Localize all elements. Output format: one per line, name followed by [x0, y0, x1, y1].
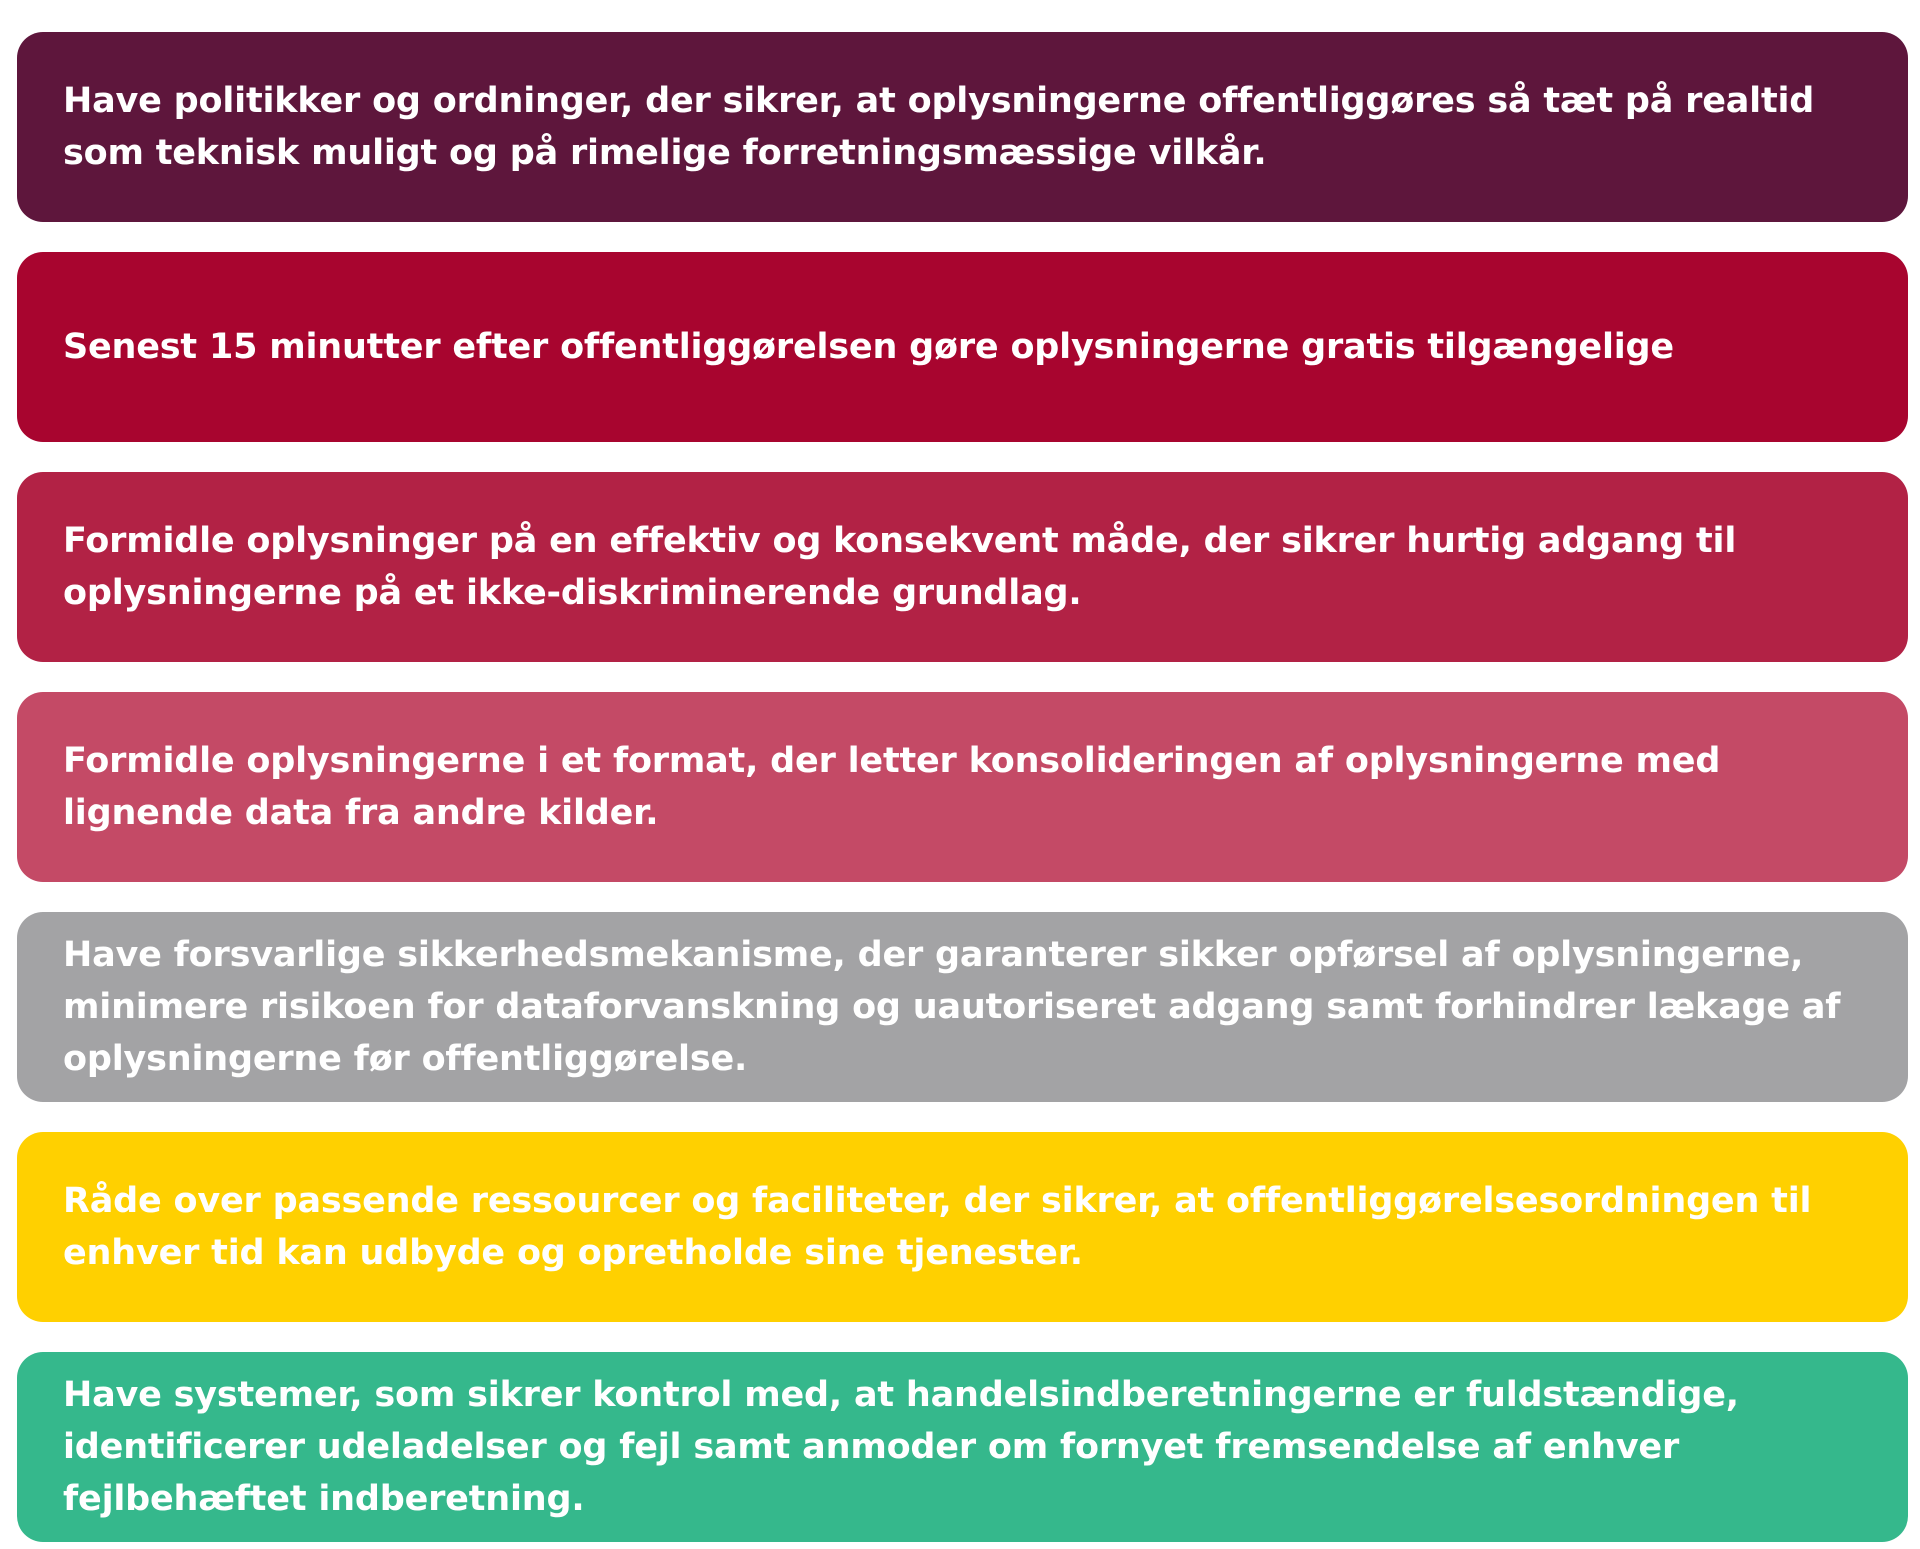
requirement-text-3: Formidle oplysninger på en effektiv og konsekvent måde, der sikrer hurtig adgang til oplysningerne på et ikke-diskriminerende grundlag. — [63, 521, 1737, 613]
requirement-text-6: Råde over passende ressourcer og faciliteter, der sikrer, at offentliggørelsesordningen til enhver tid kan udbyde og opretholde sine tjenester. — [63, 1181, 1812, 1273]
requirement-box-1 — [17, 32, 1908, 222]
requirement-text-4: Formidle oplysningerne i et format, der letter konsolideringen af oplysningerne med lignende data fra andre kilder. — [63, 741, 1721, 833]
requirement-box-3 — [17, 472, 1908, 662]
requirements-list — [17, 32, 1908, 1542]
requirement-text-2: Senest 15 minutter efter offentliggørelsen gøre oplysningerne gratis tilgængelige — [63, 327, 1674, 367]
requirement-box-2 — [17, 252, 1908, 442]
requirement-box-7 — [17, 1352, 1908, 1542]
requirement-box-6 — [17, 1132, 1908, 1322]
requirement-text-1: Have politikker og ordninger, der sikrer, at oplysningerne offentliggøres så tæt på realtid som teknisk muligt og på rimelige forretningsmæssige vilkår. — [63, 81, 1815, 173]
requirement-text-7: Have systemer, som sikrer kontrol med, at handelsindberetningerne er fuldstændige, identificerer udeladelser og fejl samt anmoder om fornyet fremsendelse af enhver fejlbehæftet indberetning. — [63, 1375, 1739, 1519]
requirement-text-5: Have forsvarlige sikkerhedsmekanisme, der garanterer sikker opførsel af oplysningerne, minimere risikoen for dataforvanskning og uautoriseret adgang samt forhindrer lækage af oplysningerne før offentliggørelse. — [63, 935, 1841, 1079]
requirement-box-5 — [17, 912, 1908, 1102]
requirement-box-4 — [17, 692, 1908, 882]
